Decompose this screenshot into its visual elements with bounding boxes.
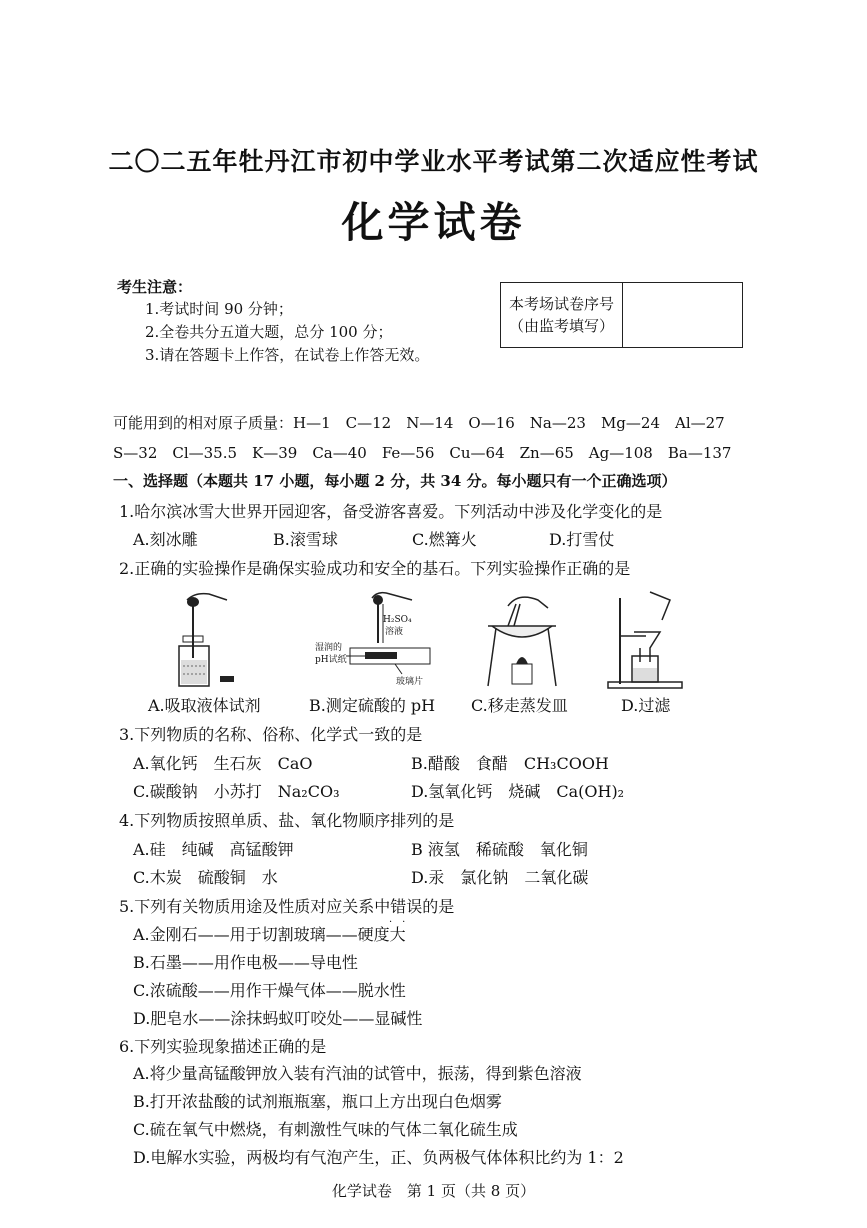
option-d: D.过滤 <box>621 696 671 715</box>
notice-item: 2.全卷共分五道大题，总分 100 分； <box>145 323 393 341</box>
option-a: A.金刚石——用于切割玻璃——硬度大 <box>133 925 406 944</box>
option-c: C.移走蒸发皿 <box>471 696 568 715</box>
seat-number-box <box>500 282 743 348</box>
option-a: A.吸取液体试剂 <box>148 696 261 715</box>
figure-filtration <box>606 588 686 690</box>
figure-ph-test <box>310 588 460 688</box>
option-d: D.肥皂水——涂抹蚂蚁叮咬处——显碱性 <box>133 1009 423 1028</box>
option-a: A.刻冰雕 <box>133 530 198 549</box>
option-d: D.汞 氯化钠 二氧化碳 <box>411 868 589 887</box>
option-b: B.测定硫酸的 pH <box>309 696 436 715</box>
fig-b-label: 湿润的 <box>315 643 343 653</box>
option-c: C.燃篝火 <box>412 530 477 549</box>
fig-b-label: H₂SO₄ <box>383 615 412 625</box>
notice-item: 1.考试时间 90 分钟； <box>145 300 293 318</box>
section-heading: 一、选择题（本题共 17 小题，每小题 2 分，共 34 分。每小题只有一个正确选项） <box>113 472 677 490</box>
fig-b-label: 溶液 <box>385 627 404 637</box>
seat-number-label: 本考场试卷序号 （由监考填写） <box>501 283 623 347</box>
option-d: D.打雪仗 <box>549 530 615 549</box>
fig-b-label: 玻璃片 <box>396 677 424 687</box>
atomic-masses-line1: 可能用到的相对原子质量：H—1 C—12 N—14 O—16 Na—23 Mg—24 Al—27 <box>113 414 725 432</box>
option-d: D.氢氧化钙 烧碱 Ca(OH)₂ <box>411 782 625 801</box>
atomic-masses-line2: S—32 Cl—35.5 K—39 Ca—40 Fe—56 Cu—64 Zn—65 Ag—108 Ba—137 <box>113 444 732 462</box>
question-stem: 1.哈尔滨冰雪大世界开园迎客，备受游客喜爱。下列活动中涉及化学变化的是 <box>119 502 663 521</box>
option-c: C.硫在氧气中燃烧，有刺激性气味的气体二氧化硫生成 <box>133 1120 518 1139</box>
option-b: B 液氢 稀硫酸 氧化铜 <box>411 840 588 859</box>
figure-dropper-bottle <box>165 588 245 688</box>
option-b: B.滚雪球 <box>273 530 338 549</box>
option-b: B.醋酸 食醋 CH₃COOH <box>411 754 609 773</box>
paper-title: 化学试卷 <box>341 198 526 247</box>
seat-number-field[interactable] <box>623 283 742 347</box>
option-d: D.电解水实验，两极均有气泡产生，正、负两极气体体积比约为 1：2 <box>133 1148 624 1167</box>
page-footer: 化学试卷 第 1 页（共 8 页） <box>331 1182 536 1200</box>
question-stem: 3.下列物质的名称、俗称、化学式一致的是 <box>119 725 423 744</box>
question-stem: 5.下列有关物质用途及性质对应关系中错误的是 <box>119 897 455 916</box>
option-b: B.打开浓盐酸的试剂瓶瓶塞，瓶口上方出现白色烟雾 <box>133 1092 502 1111</box>
option-a: A.硅 纯碱 高锰酸钾 <box>133 840 294 859</box>
question-stem: 2.正确的实验操作是确保实验成功和安全的基石。下列实验操作正确的是 <box>119 559 631 578</box>
notice-item: 3.请在答题卡上作答，在试卷上作答无效。 <box>145 346 430 364</box>
fig-b-label: pH试纸 <box>315 655 347 665</box>
emphasis-dots: · · <box>389 917 406 928</box>
question-stem: 6.下列实验现象描述正确的是 <box>119 1037 327 1056</box>
option-a: A.将少量高锰酸钾放入装有汽油的试管中，振荡，得到紫色溶液 <box>133 1064 582 1083</box>
option-c: C.木炭 硫酸铜 水 <box>133 868 278 887</box>
question-stem: 4.下列物质按照单质、盐、氧化物顺序排列的是 <box>119 811 455 830</box>
option-b: B.石墨——用作电极——导电性 <box>133 953 358 972</box>
option-c: C.浓硫酸——用作干燥气体——脱水性 <box>133 981 406 1000</box>
exam-title: 二〇二五年牡丹江市初中学业水平考试第二次适应性考试 <box>108 147 759 176</box>
option-a: A.氧化钙 生石灰 CaO <box>133 754 313 773</box>
figure-evaporating-dish <box>478 588 568 688</box>
notice-heading: 考生注意： <box>117 278 193 296</box>
option-c: C.碳酸钠 小苏打 Na₂CO₃ <box>133 782 340 801</box>
